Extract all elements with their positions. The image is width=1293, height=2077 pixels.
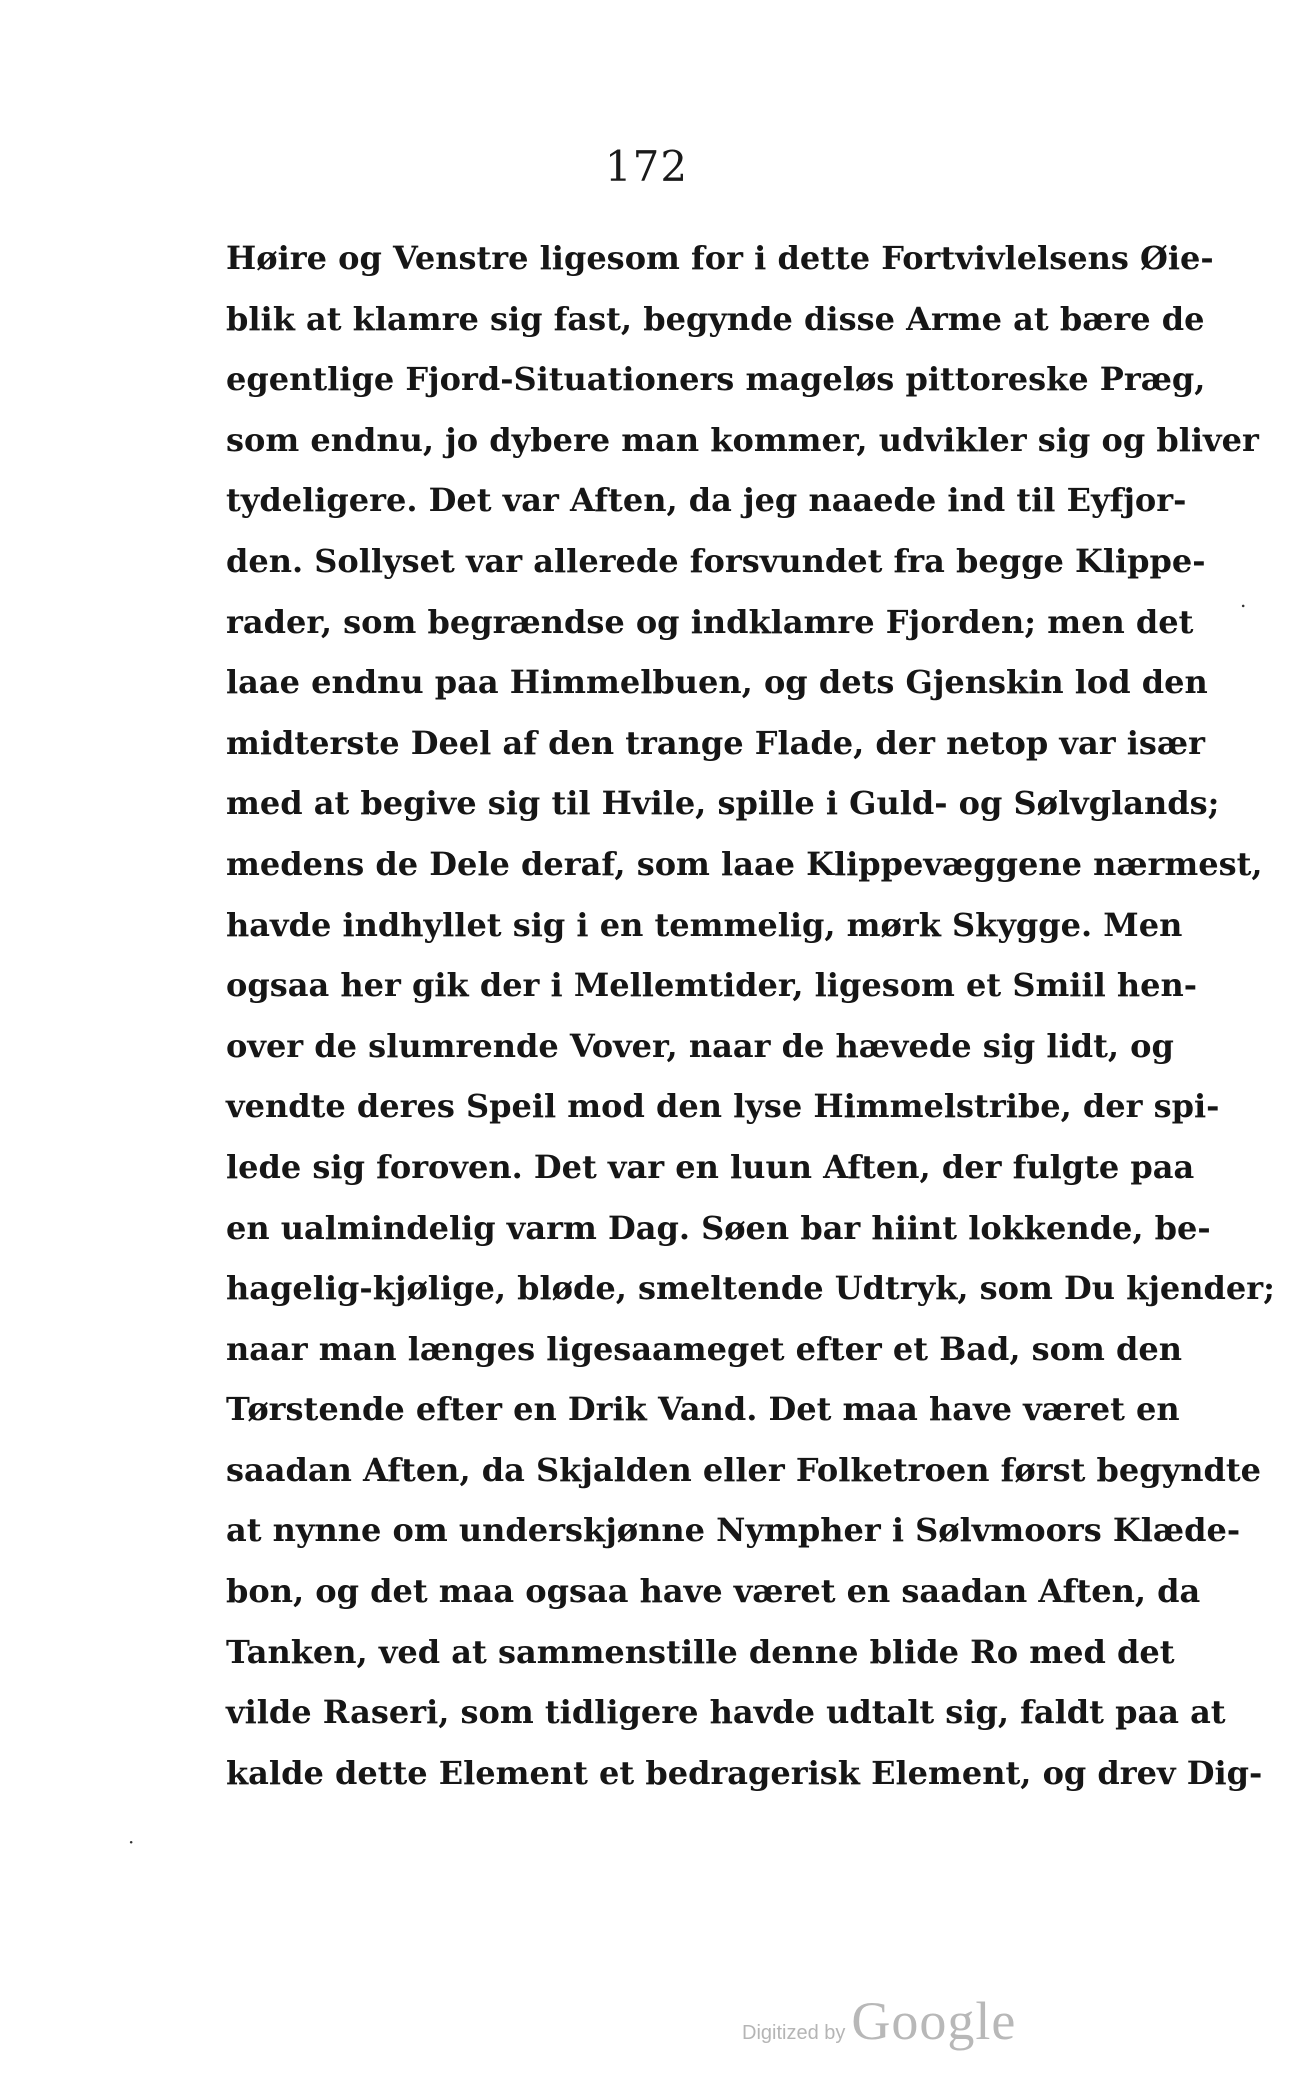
text-line: med at begive sig til Hvile, spille i Guld- og Sølvglands; — [226, 784, 1220, 823]
text-line: saadan Aften, da Skjalden eller Folketroen først begyndte — [226, 1450, 1262, 1489]
text-line: at nynne om underskjønne Nympher i Sølvmoors Klæde- — [226, 1511, 1241, 1550]
google-logo: Google — [851, 1991, 1017, 2051]
digitized-watermark — [742, 1990, 1016, 2050]
text-line: den. Sollyset var allerede forsvundet fra begge Klippe- — [226, 541, 1206, 580]
stray-mark: · — [128, 1830, 135, 1854]
text-line: som endnu, jo dybere man kommer, udvikler sig og bliver — [226, 420, 1259, 459]
stray-mark: . — [1240, 588, 1247, 612]
text-line: havde indhyllet sig i en temmelig, mørk Skygge. Men — [226, 905, 1183, 944]
body-text — [226, 228, 1275, 1803]
text-line: naar man længes ligesaameget efter et Bad, som den — [226, 1329, 1182, 1368]
text-line: rader, som begrændse og indklamre Fjorden; men det — [226, 602, 1194, 641]
text-line: Høire og Venstre ligesom for i dette Fortvivlelsens Øie- — [226, 239, 1214, 277]
text-line: en ualmindelig varm Dag. Søen bar hiint lokkende, be- — [226, 1208, 1211, 1247]
text-line: egentlige Fjord-Situationers mageløs pittoreske Præg, — [226, 360, 1206, 399]
watermark-prefix: Digitized by — [742, 2022, 846, 2044]
text-line: laae endnu paa Himmelbuen, og dets Gjenskin lod den — [226, 663, 1208, 702]
text-line: Tanken, ved at sammenstille denne blide Ro med det — [226, 1632, 1175, 1671]
text-line: vendte deres Speil mod den lyse Himmelstribe, der spi- — [226, 1087, 1220, 1126]
text-line: Tørstende efter en Drik Vand. Det maa have været en — [226, 1390, 1180, 1429]
text-line: over de slumrende Vover, naar de hævede sig lidt, og — [226, 1026, 1174, 1065]
page-number: 172 — [604, 142, 689, 191]
text-line: vilde Raseri, som tidligere havde udtalt sig, faldt paa at — [226, 1693, 1226, 1732]
text-line: bon, og det maa ogsaa have været en saadan Aften, da — [226, 1572, 1201, 1611]
text-line: medens de Dele deraf, som laae Klippevæggene nærmest, — [226, 844, 1263, 883]
text-line: hagelig-kjølige, bløde, smeltende Udtryk, som Du kjender; — [226, 1269, 1275, 1308]
text-line: tydeligere. Det var Aften, da jeg naaede ind til Eyfjor- — [226, 481, 1187, 520]
text-line: blik at klamre sig fast, begynde disse Arme at bære de — [226, 299, 1205, 338]
text-line: kalde dette Element et bedragerisk Element, og drev Dig- — [226, 1753, 1263, 1792]
text-line: lede sig foroven. Det var en luun Aften, der fulgte paa — [226, 1147, 1195, 1186]
text-line: midterste Deel af den trange Flade, der netop var især — [226, 723, 1205, 762]
text-line: ogsaa her gik der i Mellemtider, ligesom et Smiil hen- — [226, 966, 1198, 1005]
